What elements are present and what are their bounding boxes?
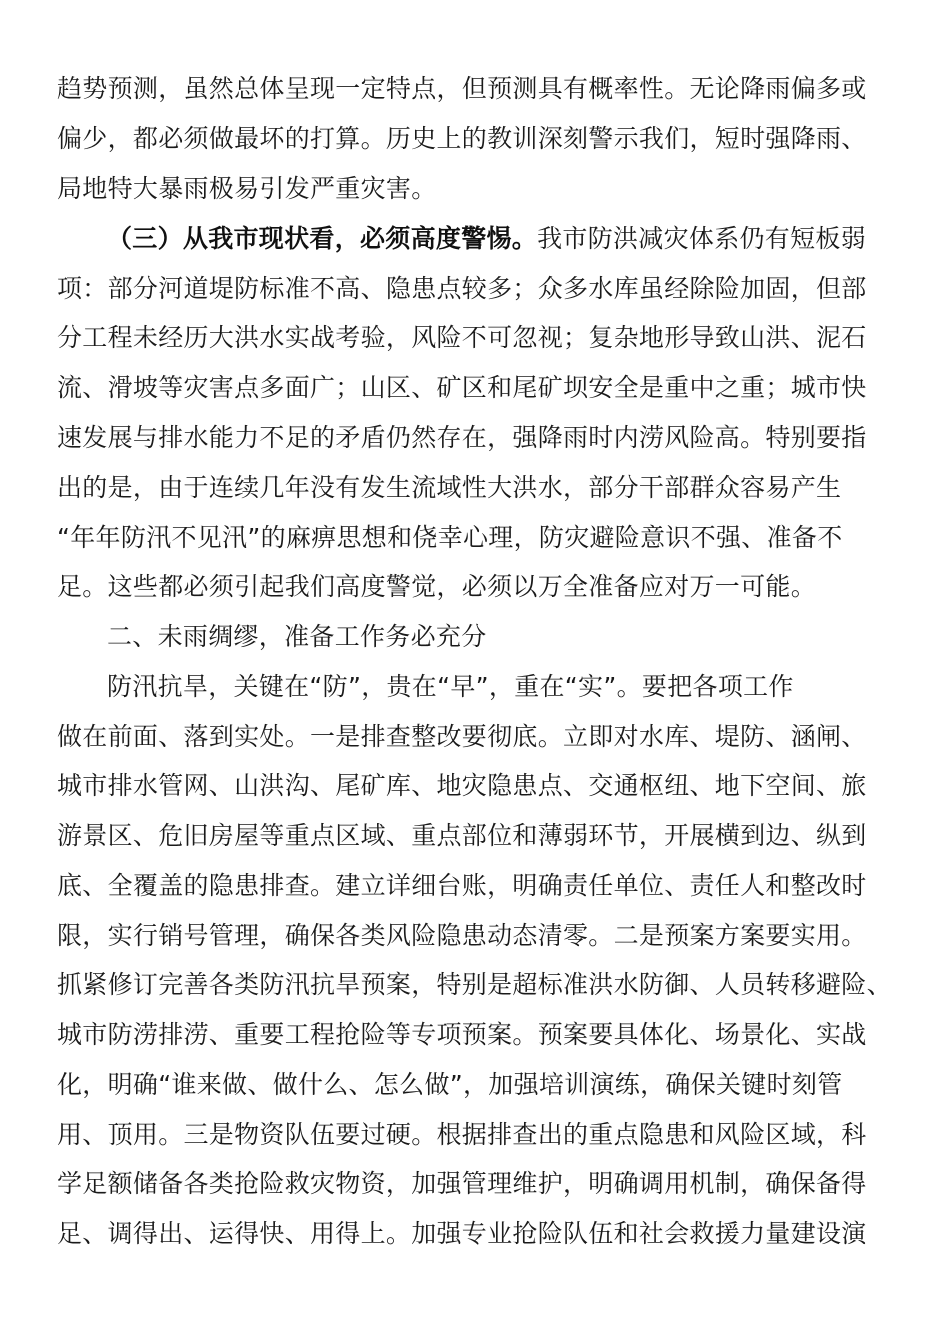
text-line-24: 足、调得出、运得快、用得上。加强专业抢险队伍和社会救援力量建设演 xyxy=(57,1219,867,1248)
text-line-18: 限，实行销号管理，确保各类风险隐患动态清零。二是预案方案要实用。 xyxy=(57,921,867,950)
text-line-6: 分工程未经历大洪水实战考验，风险不可忽视；复杂地形导致山洪、泥石 xyxy=(57,323,867,352)
text-line-1: 趋势预测，虽然总体呈现一定特点，但预测具有概率性。无论降雨偏多或 xyxy=(57,74,867,103)
text-line-23: 学足额储备各类抢险救灾物资，加强管理维护，明确调用机制，确保备得 xyxy=(57,1169,867,1198)
chapter-heading: 二、未雨绸缪，准备工作务必充分 xyxy=(107,622,487,651)
text-line-9: 出的是，由于连续几年没有发生流域性大洪水，部分干部群众容易产生 xyxy=(57,473,842,502)
text-line-13: 防汛抗旱，关键在“防”，贵在“早”，重在“实”。要把各项工作 xyxy=(107,672,794,701)
text-line-16: 游景区、危旧房屋等重点区域、重点部位和薄弱环节，开展横到边、纵到 xyxy=(57,821,867,850)
text-line-19: 抓紧修订完善各类防汛抗旱预案，特别是超标准洪水防御、人员转移避险、 xyxy=(57,970,892,999)
text-line-14: 做在前面、落到实处。一是排查整改要彻底。立即对水库、堤防、涵闸、 xyxy=(57,722,867,751)
section-heading-line xyxy=(107,219,866,259)
text-line-10: “年年防汛不见汛”的麻痹思想和侥幸心理，防灾避险意识不强、准备不 xyxy=(57,523,843,552)
text-line-15: 城市排水管网、山洪沟、尾矿库、地灾隐患点、交通枢纽、地下空间、旅 xyxy=(57,771,867,800)
text-line-8: 速发展与排水能力不足的矛盾仍然存在，强降雨时内涝风险高。特别要指 xyxy=(57,423,867,452)
text-line-22: 用、顶用。三是物资队伍要过硬。根据排查出的重点隐患和风险区域，科 xyxy=(57,1120,867,1149)
section-heading-continuation: 我市防洪减灾体系仍有短板弱 xyxy=(537,224,867,253)
text-line-20: 城市防涝排涝、重要工程抢险等专项预案。预案要具体化、场景化、实战 xyxy=(57,1020,867,1049)
text-line-7: 流、滑坡等灾害点多面广；山区、矿区和尾矿坝安全是重中之重；城市快 xyxy=(57,373,867,402)
text-line-2: 偏少，都必须做最坏的打算。历史上的教训深刻警示我们，短时强降雨、 xyxy=(57,124,867,153)
text-line-21: 化，明确“谁来做、做什么、怎么做”，加强培训演练，确保关键时刻管 xyxy=(57,1070,843,1099)
text-line-17: 底、全覆盖的隐患排查。建立详细台账，明确责任单位、责任人和整改时 xyxy=(57,871,867,900)
section-heading-bold: （三）从我市现状看，必须高度警惕。 xyxy=(107,224,538,253)
text-line-11: 足。这些都必须引起我们高度警觉，必须以万全准备应对万一可能。 xyxy=(57,572,817,601)
text-line-5: 项：部分河道堤防标准不高、隐患点较多；众多水库虽经除险加固，但部 xyxy=(57,274,867,303)
text-line-3: 局地特大暴雨极易引发严重灾害。 xyxy=(57,174,437,203)
